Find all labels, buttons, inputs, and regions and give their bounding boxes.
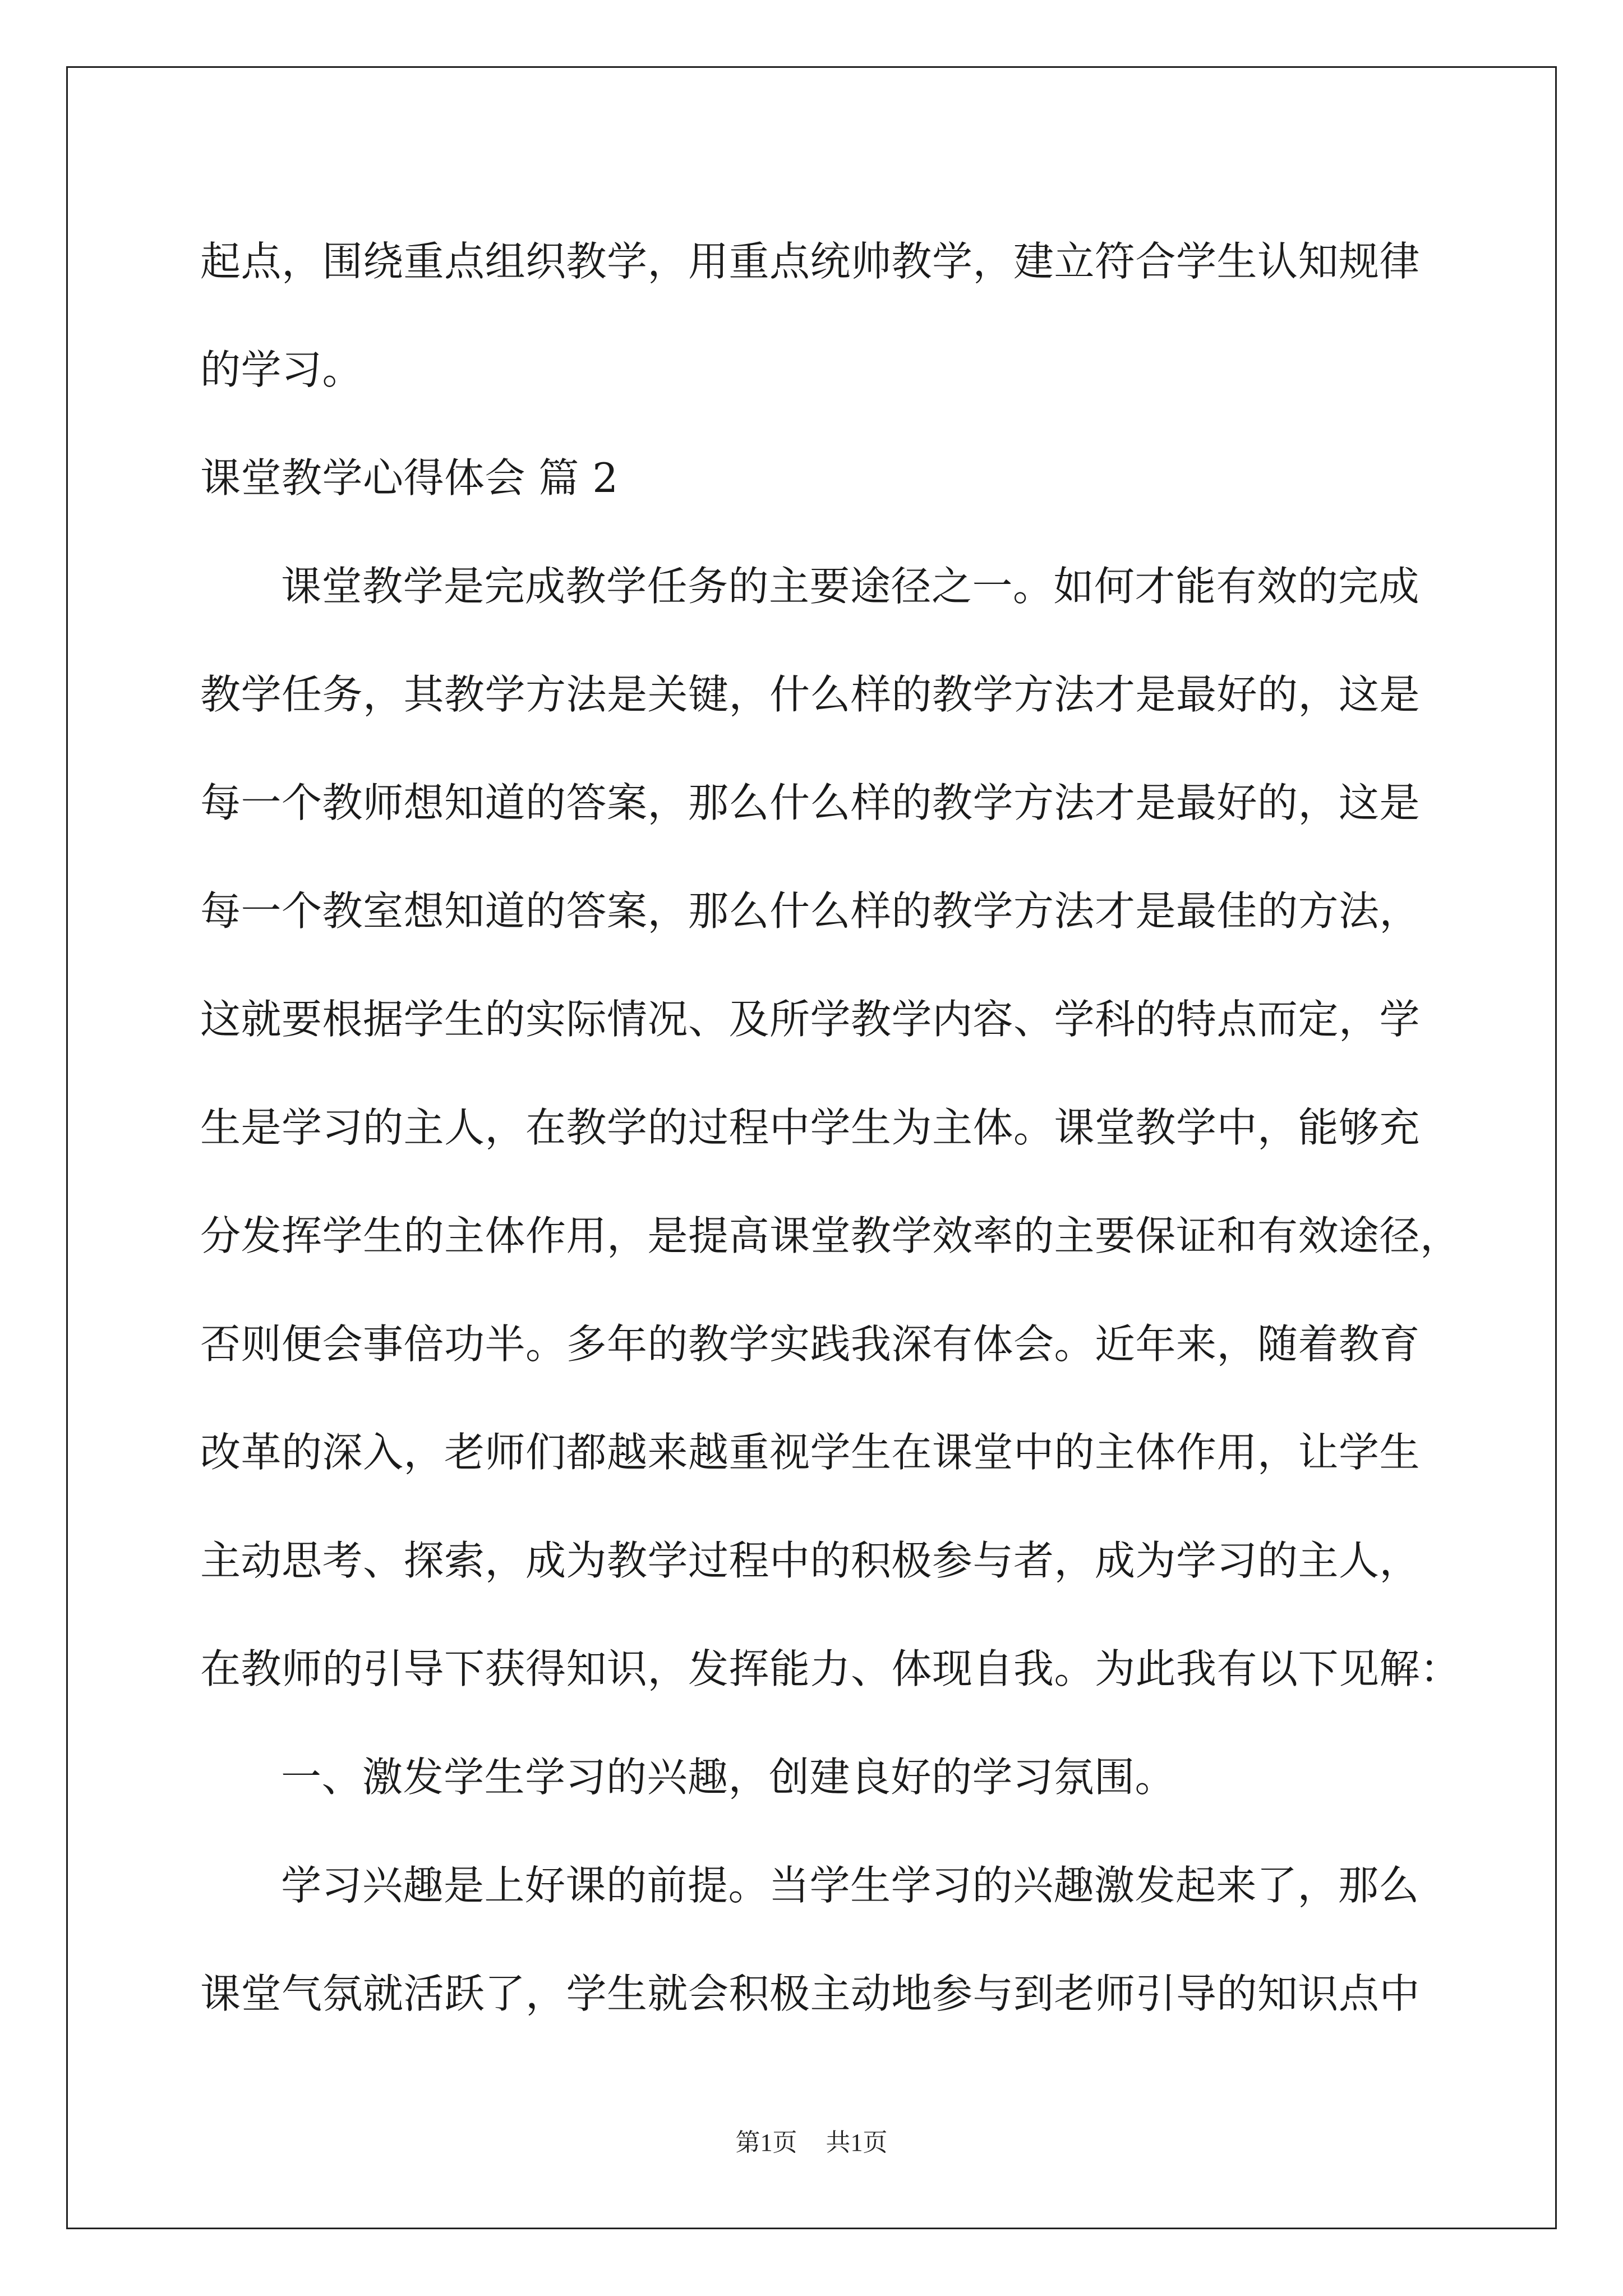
text-line-4: 课堂教学是完成教学任务的主要途径之一。如何才能有效的完成 <box>281 563 1420 610</box>
text-line-8: 这就要根据学生的实际情况、及所学教学内容、学科的特点而定，学 <box>200 996 1421 1043</box>
page-footer <box>0 2126 1623 2160</box>
text-line-16: 学习兴趣是上好课的前提。当学生学习的兴趣激发起来了，那么 <box>281 1862 1420 1909</box>
text-line-15: 一、激发学生学习的兴趣，创建良好的学习氛围。 <box>281 1754 1176 1801</box>
text-line-12: 改革的深入，老师们都越来越重视学生在课堂中的主体作用，让学生 <box>200 1429 1421 1476</box>
text-line-7: 每一个教室想知道的答案，那么什么样的教学方法才是最佳的方法， <box>200 887 1421 935</box>
text-line-2: 的学习。 <box>200 346 363 393</box>
page-number: 第1页 <box>735 2129 797 2156</box>
text-line-14: 在教师的引导下获得知识，发挥能力、体现自我。为此我有以下见解： <box>200 1645 1461 1692</box>
text-line-10: 分发挥学生的主体作用，是提高课堂教学效率的主要保证和有效途径， <box>200 1212 1461 1259</box>
page-total: 共1页 <box>826 2129 888 2156</box>
text-line-11: 否则便会事倍功半。多年的教学实践我深有体会。近年来，随着教育 <box>200 1320 1421 1368</box>
text-line-9: 生是学习的主人，在教学的过程中学生为主体。课堂教学中，能够充 <box>200 1104 1421 1151</box>
text-line-17: 课堂气氛就活跃了，学生就会积极主动地参与到老师引导的知识点中 <box>200 1970 1421 2017</box>
text-line-1: 起点，围绕重点组织教学，用重点统帅教学，建立符合学生认知规律 <box>200 238 1421 285</box>
document-body <box>200 208 1461 2048</box>
text-line-13: 主动思考、探索，成为教学过程中的积极参与者，成为学习的主人， <box>200 1537 1421 1584</box>
section-heading: 课堂教学心得体会 篇 2 <box>200 454 619 501</box>
text-line-5: 教学任务，其教学方法是关键，什么样的教学方法才是最好的，这是 <box>200 671 1421 718</box>
text-line-6: 每一个教师想知道的答案，那么什么样的教学方法才是最好的，这是 <box>200 779 1421 826</box>
